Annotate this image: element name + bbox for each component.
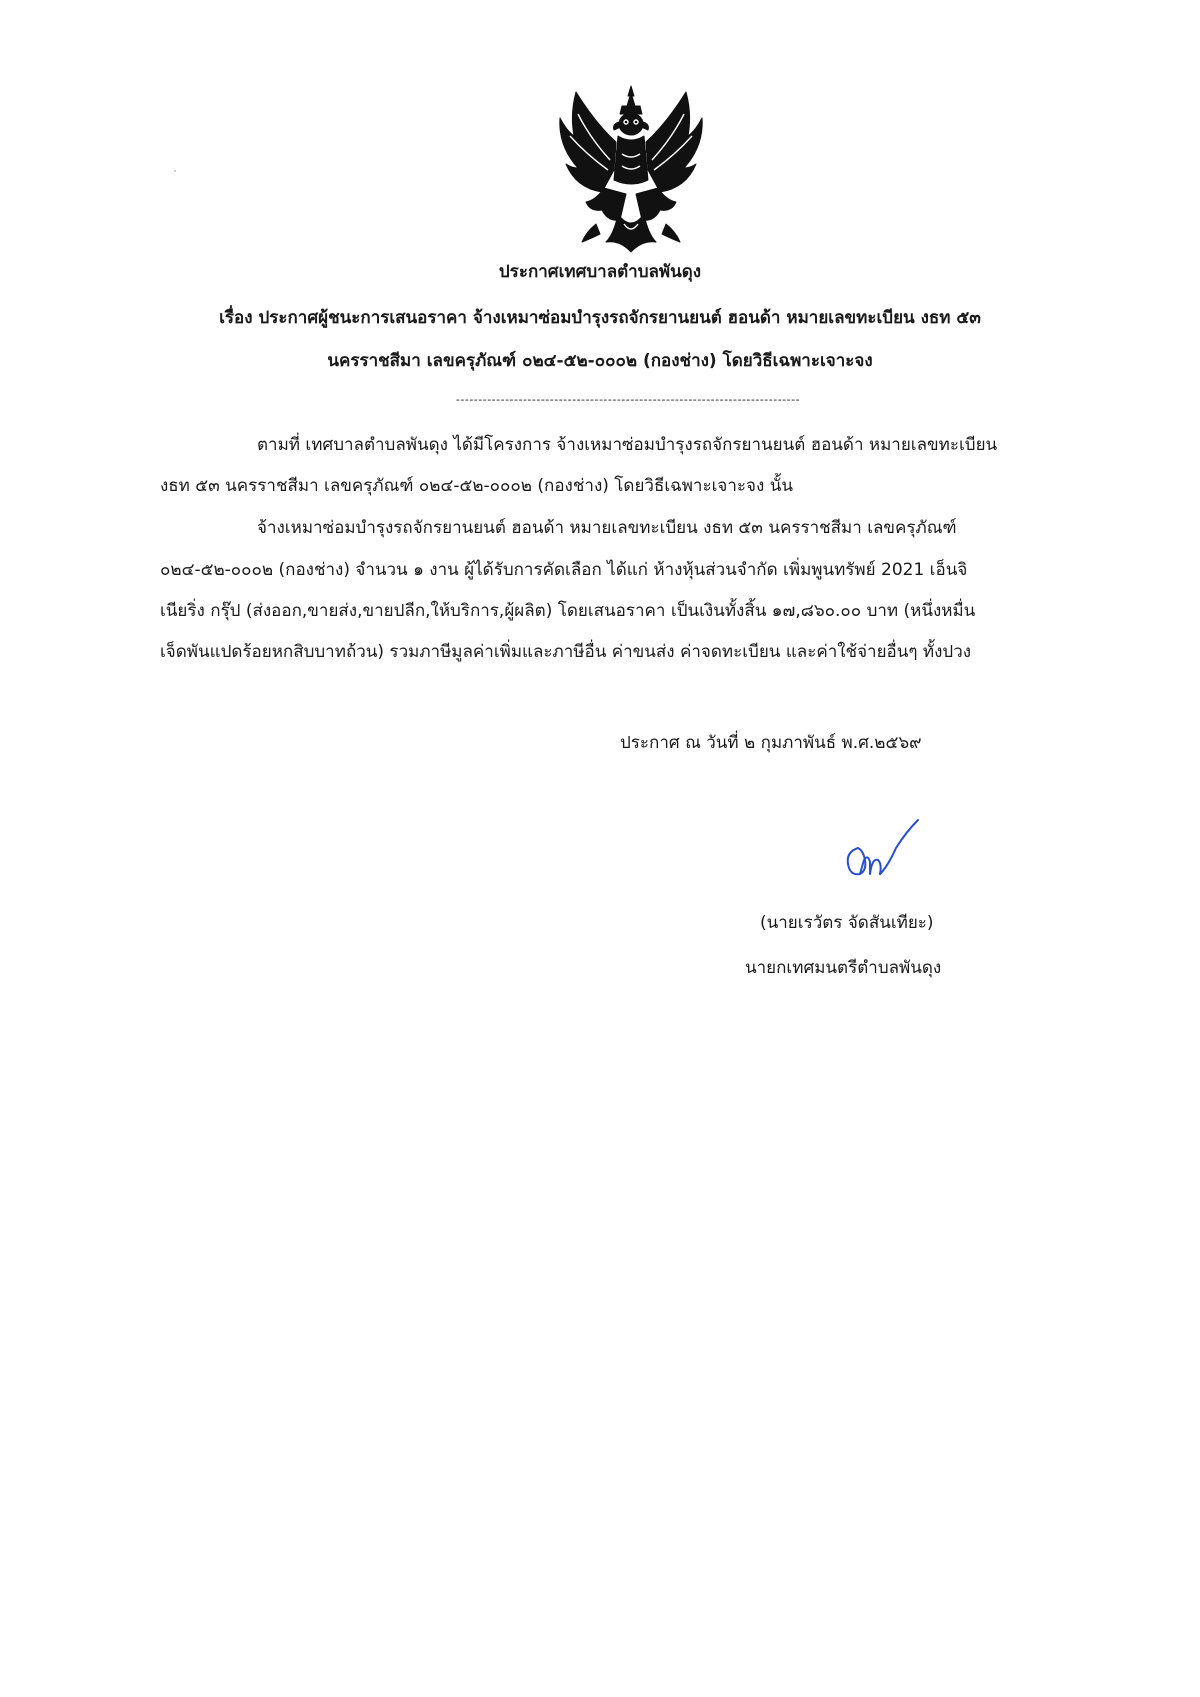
announcement-date: ประกาศ ณ วันที่ ๒ กุมภาพันธ์ พ.ศ.๒๕๖๙ bbox=[620, 733, 922, 753]
scan-speck bbox=[174, 170, 176, 172]
announcement-title: ประกาศเทศบาลตำบลพันดุง bbox=[498, 262, 702, 282]
paragraph-1-line-2: งธท ๕๓ นครราชสีมา เลขครุภัณฑ์ ๐๒๔-๕๒-๐๐๐๒ (กองช่าง) โดยวิธีเฉพาะเจาะจง นั้น bbox=[160, 476, 793, 496]
handwritten-signature-icon bbox=[844, 818, 920, 884]
signer-position: นายกเทศมนตรีตำบลพันดุง bbox=[745, 958, 942, 978]
paragraph-1-line-1: ตามที่ เทศบาลตำบลพันดุง ได้มีโครงการ จ้างเหมาซ่อมบำรุงรถจักรยานยนต์ ฮอนด้า หมายเลขทะเบียน bbox=[257, 435, 998, 455]
paragraph-2-line-4: เจ็ดพันแปดร้อยหกสิบบาทถ้วน) รวมภาษีมูลค่าเพิ่มและภาษีอื่น ค่าขนส่ง ค่าจดทะเบียน และค่าใช้จ่ายอื่นๆ ทั้งปวง bbox=[160, 642, 972, 662]
title-divider: ----------------------------------------------------------------------------- bbox=[455, 393, 801, 406]
subject-line-1: เรื่อง ประกาศผู้ชนะการเสนอราคา จ้างเหมาซ่อมบำรุงรถจักรยานยนต์ ฮอนด้า หมายเลขทะเบียน งธท ๕๓ bbox=[219, 308, 981, 328]
paragraph-2-line-1: จ้างเหมาซ่อมบำรุงรถจักรยานยนต์ ฮอนด้า หมายเลขทะเบียน งธท ๕๓ นครราชสีมา เลขครุภัณฑ์ bbox=[257, 518, 957, 538]
paragraph-2-line-2: ๐๒๔-๕๒-๐๐๐๒ (กองช่าง) จำนวน ๑ งาน ผู้ได้รับการคัดเลือก ได้แก่ ห้างหุ้นส่วนจำกัด เพิ่มพูนทรัพย์ 2021 เอ็นจิ bbox=[160, 560, 968, 580]
signer-name: (นายเรวัตร จัดสันเทียะ) bbox=[760, 913, 934, 933]
garuda-emblem-icon bbox=[556, 84, 706, 254]
paragraph-2-line-3: เนียริ่ง กรุ๊ป (ส่งออก,ขายส่ง,ขายปลีก,ให้บริการ,ผู้ผลิต) โดยเสนอราคา เป็นเงินทั้งสิ้น ๑๗,๘๖๐.๐๐ บาท (หนึ่งหมื่น bbox=[160, 601, 976, 621]
subject-line-2: นครราชสีมา เลขครุภัณฑ์ ๐๒๔-๕๒-๐๐๐๒ (กองช่าง) โดยวิธีเฉพาะเจาะจง bbox=[327, 351, 873, 371]
